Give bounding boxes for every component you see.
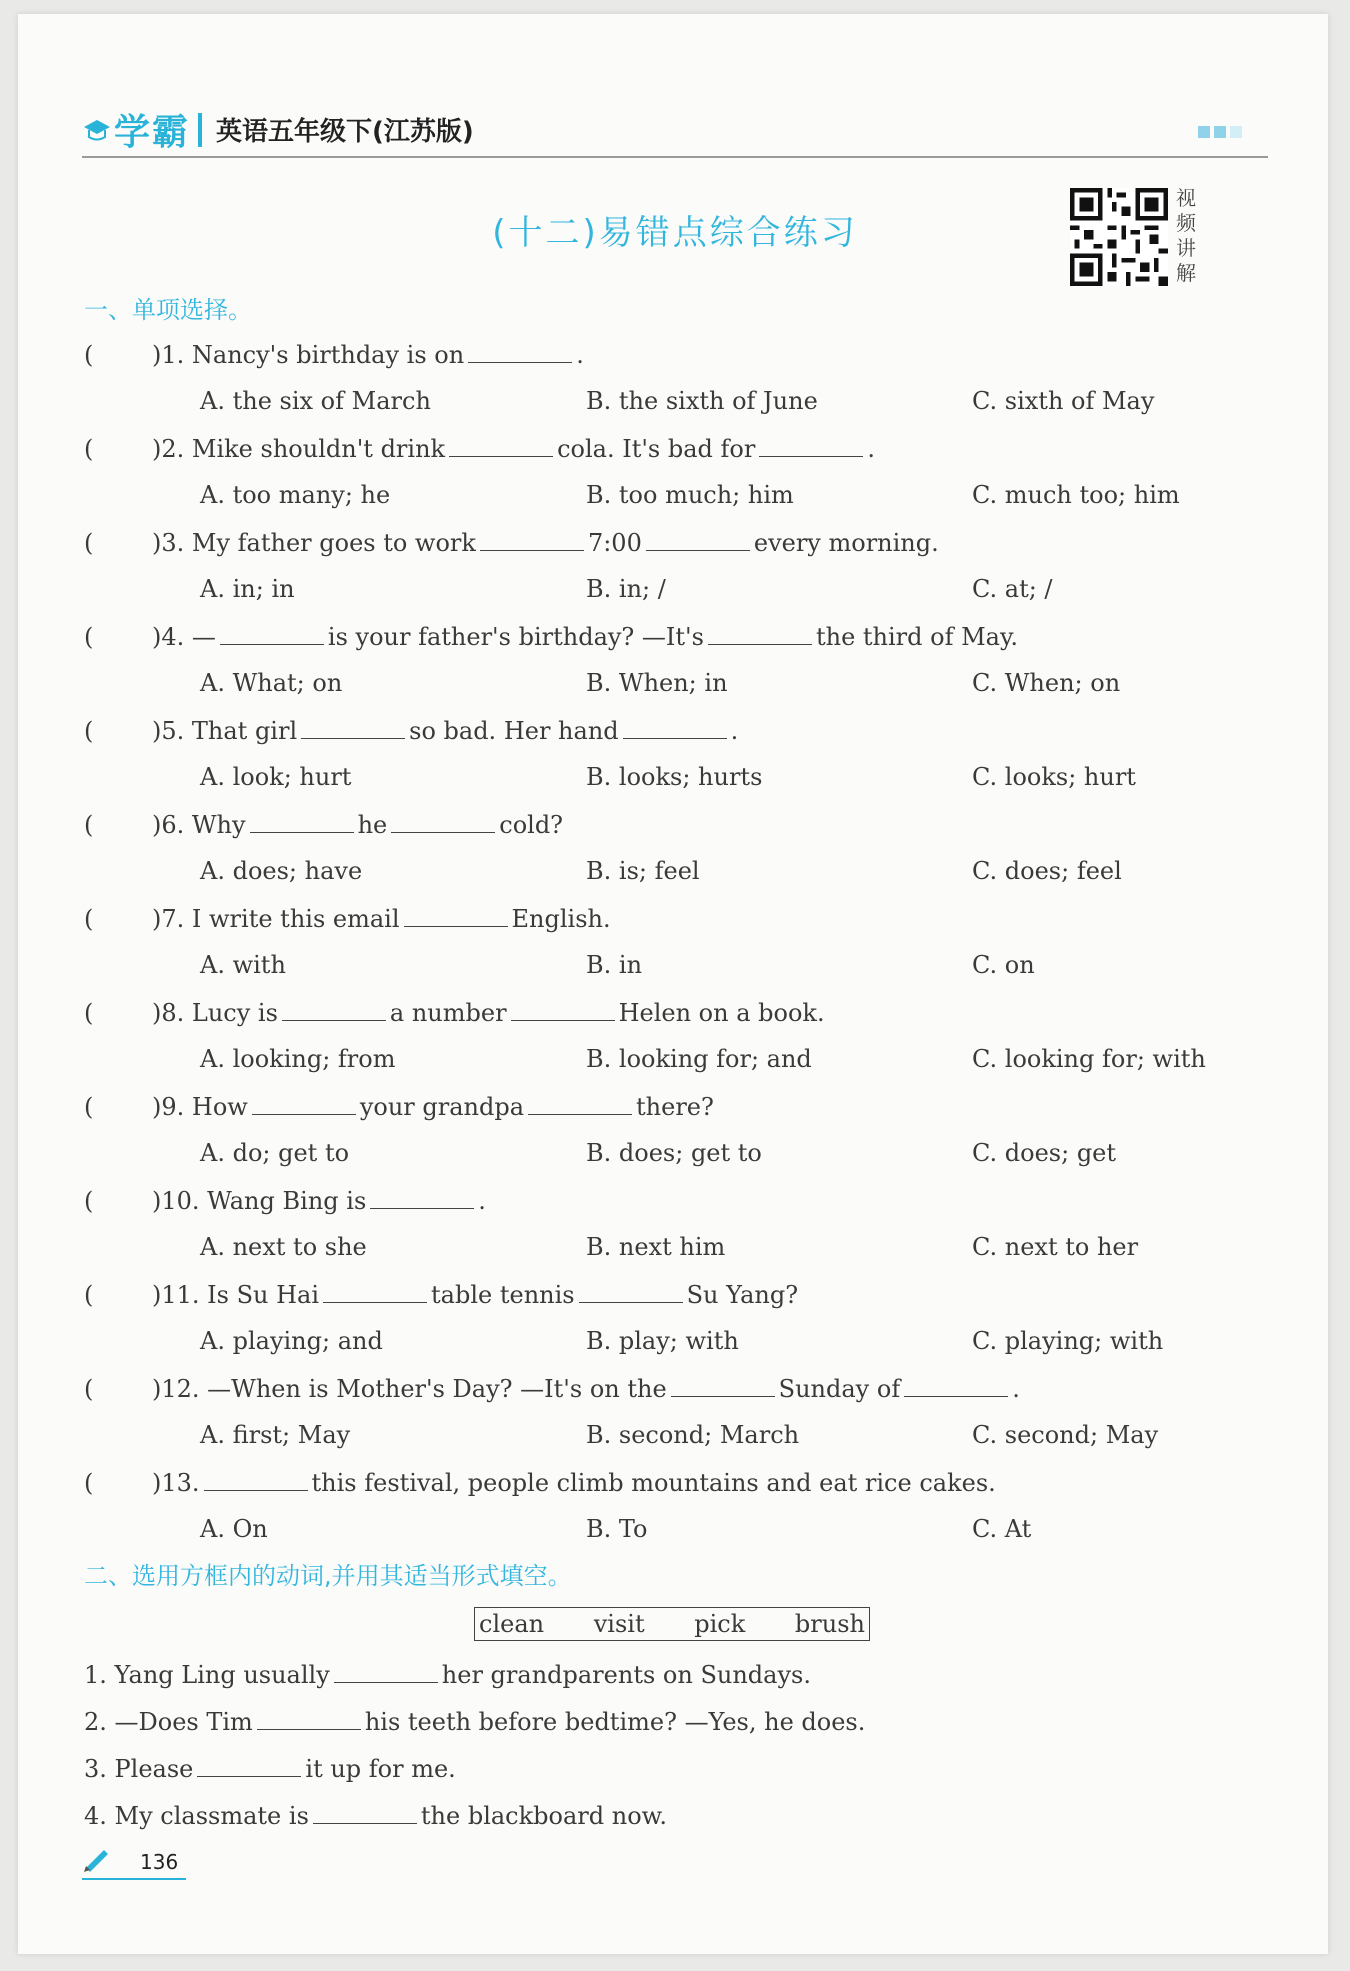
part1-heading: 一、单项选择。 bbox=[84, 296, 252, 324]
option-b: B. in; / bbox=[586, 575, 666, 603]
answer-blank[interactable] bbox=[904, 1374, 1008, 1397]
question-text bbox=[152, 1186, 486, 1216]
question-text-part: this festival, people climb mountains and eat rice cakes. bbox=[311, 1469, 996, 1497]
option-b: B. does; get to bbox=[586, 1139, 762, 1167]
question-text-part: your grandpa bbox=[359, 1093, 525, 1121]
option-b: B. When; in bbox=[586, 669, 728, 697]
logo bbox=[82, 104, 474, 155]
question-text-part: table tennis bbox=[431, 1281, 575, 1309]
answer-blank[interactable] bbox=[257, 1707, 361, 1730]
fill-in-text-part: her grandparents on Sundays. bbox=[441, 1661, 811, 1689]
answer-blank[interactable] bbox=[671, 1374, 775, 1397]
option-c: C. does; get bbox=[972, 1139, 1117, 1167]
question-text-part: )6. Why bbox=[152, 811, 246, 839]
question-text-part: Sunday of bbox=[778, 1375, 901, 1403]
question-text-part: )3. My father goes to work bbox=[152, 529, 476, 557]
option-c: C. At bbox=[972, 1515, 1032, 1543]
question-text-part: )5. That girl bbox=[152, 717, 298, 745]
option-a: A. in; in bbox=[200, 575, 295, 603]
qr-code-icon[interactable] bbox=[1070, 188, 1168, 286]
pencil-icon bbox=[82, 1846, 112, 1872]
option-c: C. at; / bbox=[972, 575, 1053, 603]
option-a: A. On bbox=[200, 1515, 268, 1543]
answer-paren[interactable]: ( bbox=[84, 341, 94, 369]
fill-in-item bbox=[84, 1660, 811, 1690]
header-decoration bbox=[1198, 126, 1242, 138]
answer-blank[interactable] bbox=[759, 434, 863, 457]
qr-label bbox=[1176, 186, 1202, 286]
question-text-part: )12. —When is Mother's Day? —It's on the bbox=[152, 1375, 667, 1403]
option-b: B. in bbox=[586, 951, 643, 979]
option-a: A. playing; and bbox=[200, 1327, 383, 1355]
answer-paren[interactable]: ( bbox=[84, 529, 94, 557]
question-text-part: )11. Is Su Hai bbox=[152, 1281, 320, 1309]
fill-in-text-part: 2. —Does Tim bbox=[84, 1708, 253, 1736]
question-text-part: )10. Wang Bing is bbox=[152, 1187, 367, 1215]
answer-blank[interactable] bbox=[313, 1801, 417, 1824]
question-text-part: every morning. bbox=[753, 529, 939, 557]
answer-paren[interactable]: ( bbox=[84, 717, 94, 745]
question-text-part: . bbox=[1012, 1375, 1020, 1403]
header-rule bbox=[82, 156, 1268, 158]
option-a: A. the six of March bbox=[200, 387, 431, 415]
option-a: A. do; get to bbox=[200, 1139, 350, 1167]
question-text-part: is your father's birthday? —It's bbox=[327, 623, 704, 651]
question-text-part: )8. Lucy is bbox=[152, 999, 278, 1027]
option-c: C. When; on bbox=[972, 669, 1121, 697]
answer-paren[interactable]: ( bbox=[84, 905, 94, 933]
answer-blank[interactable] bbox=[404, 904, 508, 927]
question-text-part: there? bbox=[636, 1093, 714, 1121]
logo-text: 学霸 bbox=[114, 112, 191, 153]
answer-blank[interactable] bbox=[708, 622, 812, 645]
answer-blank[interactable] bbox=[579, 1280, 683, 1303]
answer-blank[interactable] bbox=[370, 1186, 474, 1209]
answer-paren[interactable]: ( bbox=[84, 1375, 94, 1403]
fill-in-text-part: his teeth before bedtime? —Yes, he does. bbox=[364, 1708, 866, 1736]
qr-label-char: 讲 bbox=[1176, 236, 1196, 260]
question-text-part: Su Yang? bbox=[686, 1281, 799, 1309]
logo-divider bbox=[198, 113, 202, 147]
question-text-part: )4. — bbox=[152, 623, 216, 651]
question-text-part: . bbox=[867, 435, 875, 463]
word-box-item: visit bbox=[593, 1610, 645, 1638]
answer-blank[interactable] bbox=[282, 998, 386, 1021]
word-box bbox=[474, 1607, 870, 1641]
answer-blank[interactable] bbox=[646, 528, 750, 551]
question-text bbox=[152, 622, 1018, 652]
option-b: B. the sixth of June bbox=[586, 387, 818, 415]
question-text bbox=[152, 528, 939, 558]
fill-in-item bbox=[84, 1754, 456, 1784]
answer-blank[interactable] bbox=[468, 340, 572, 363]
question-text bbox=[152, 1092, 714, 1122]
question-text-part: he bbox=[357, 811, 388, 839]
option-a: A. What; on bbox=[200, 669, 343, 697]
fill-in-text-part: 3. Please bbox=[84, 1755, 194, 1783]
fill-in-text-part: it up for me. bbox=[305, 1755, 456, 1783]
page-number: 136 bbox=[140, 1850, 179, 1874]
option-c: C. sixth of May bbox=[972, 387, 1155, 415]
answer-paren[interactable]: ( bbox=[84, 1187, 94, 1215]
option-a: A. does; have bbox=[200, 857, 363, 885]
question-text bbox=[152, 1374, 1020, 1404]
graduation-cap-icon bbox=[82, 115, 112, 145]
option-c: C. does; feel bbox=[972, 857, 1122, 885]
decor-square bbox=[1198, 126, 1210, 138]
option-b: B. is; feel bbox=[586, 857, 700, 885]
question-text-part: . bbox=[730, 717, 739, 745]
question-text bbox=[152, 716, 738, 746]
option-c: C. next to her bbox=[972, 1233, 1139, 1261]
option-b: B. second; March bbox=[586, 1421, 800, 1449]
option-b: B. looks; hurts bbox=[586, 763, 763, 791]
question-text-part: the third of May. bbox=[815, 623, 1018, 651]
question-text bbox=[152, 1280, 798, 1310]
question-text-part: cola. It's bad for bbox=[557, 435, 756, 463]
option-a: A. looking; from bbox=[200, 1045, 396, 1073]
question-text-part: English. bbox=[511, 905, 611, 933]
question-text-part: 7:00 bbox=[587, 529, 642, 557]
answer-paren[interactable]: ( bbox=[84, 1093, 94, 1121]
word-box-item: brush bbox=[794, 1610, 865, 1638]
option-b: B. too much; him bbox=[586, 481, 794, 509]
question-text-part: a number bbox=[389, 999, 507, 1027]
option-b: B. looking for; and bbox=[586, 1045, 812, 1073]
question-text bbox=[152, 340, 584, 370]
question-text bbox=[152, 904, 611, 934]
question-text bbox=[152, 998, 825, 1028]
option-b: B. next him bbox=[586, 1233, 726, 1261]
option-c: C. much too; him bbox=[972, 481, 1180, 509]
book-title: 英语五年级下(江苏版) bbox=[216, 117, 474, 147]
fill-in-item bbox=[84, 1801, 667, 1831]
answer-blank[interactable] bbox=[250, 810, 354, 833]
answer-paren[interactable]: ( bbox=[84, 1281, 94, 1309]
answer-blank[interactable] bbox=[511, 998, 615, 1021]
option-a: A. next to she bbox=[200, 1233, 367, 1261]
option-c: C. on bbox=[972, 951, 1035, 979]
question-text-part: . bbox=[576, 341, 584, 369]
answer-blank[interactable] bbox=[197, 1754, 301, 1777]
answer-paren[interactable]: ( bbox=[84, 1469, 94, 1497]
option-c: C. looking for; with bbox=[972, 1045, 1206, 1073]
section-title: (十二)易错点综合练习 bbox=[492, 213, 858, 253]
question-text-part: )2. Mike shouldn't drink bbox=[152, 435, 446, 463]
footer-rule bbox=[82, 1878, 186, 1880]
option-c: C. second; May bbox=[972, 1421, 1159, 1449]
answer-paren[interactable]: ( bbox=[84, 811, 94, 839]
question-text-part: so bad. Her hand bbox=[409, 717, 619, 745]
option-a: A. first; May bbox=[200, 1421, 351, 1449]
answer-blank[interactable] bbox=[449, 434, 553, 457]
answer-blank[interactable] bbox=[480, 528, 584, 551]
question-text-part: )7. I write this email bbox=[152, 905, 400, 933]
answer-paren[interactable]: ( bbox=[84, 623, 94, 651]
option-a: A. look; hurt bbox=[200, 763, 352, 791]
fill-in-text-part: the blackboard now. bbox=[420, 1802, 667, 1830]
qr-label-char: 视 bbox=[1176, 186, 1196, 210]
answer-blank[interactable] bbox=[623, 716, 727, 739]
answer-paren[interactable]: ( bbox=[84, 999, 94, 1027]
question-text-part: )1. Nancy's birthday is on bbox=[152, 341, 465, 369]
question-text-part: )9. How bbox=[152, 1093, 248, 1121]
word-box-item: clean bbox=[479, 1610, 545, 1638]
answer-blank[interactable] bbox=[391, 810, 495, 833]
answer-paren[interactable]: ( bbox=[84, 435, 94, 463]
qr-label-char: 频 bbox=[1176, 211, 1196, 235]
qr-label-char: 解 bbox=[1176, 261, 1196, 285]
answer-blank[interactable] bbox=[334, 1660, 438, 1683]
option-c: C. playing; with bbox=[972, 1327, 1164, 1355]
question-text-part: . bbox=[478, 1187, 486, 1215]
question-text bbox=[152, 810, 563, 840]
page-header bbox=[82, 96, 1268, 160]
question-text-part: cold? bbox=[499, 811, 564, 839]
question-text bbox=[152, 434, 875, 464]
option-b: B. play; with bbox=[586, 1327, 739, 1355]
answer-blank[interactable] bbox=[252, 1092, 356, 1115]
answer-blank[interactable] bbox=[528, 1092, 632, 1115]
option-c: C. looks; hurt bbox=[972, 763, 1136, 791]
option-a: A. too many; he bbox=[200, 481, 391, 509]
question-text-part: Helen on a book. bbox=[618, 999, 825, 1027]
answer-blank[interactable] bbox=[323, 1280, 427, 1303]
option-b: B. To bbox=[586, 1515, 648, 1543]
part2-heading: 二、选用方框内的动词,并用其适当形式填空。 bbox=[84, 1562, 572, 1590]
question-text bbox=[152, 1468, 996, 1498]
option-a: A. with bbox=[200, 951, 286, 979]
answer-blank[interactable] bbox=[301, 716, 405, 739]
fill-in-item bbox=[84, 1707, 865, 1737]
question-text-part: )13. bbox=[152, 1469, 200, 1497]
fill-in-text-part: 1. Yang Ling usually bbox=[84, 1661, 330, 1689]
word-box-item: pick bbox=[694, 1610, 746, 1638]
fill-in-text-part: 4. My classmate is bbox=[84, 1802, 309, 1830]
decor-square bbox=[1214, 126, 1226, 138]
answer-blank[interactable] bbox=[204, 1468, 308, 1491]
decor-square bbox=[1230, 126, 1242, 138]
answer-blank[interactable] bbox=[220, 622, 324, 645]
